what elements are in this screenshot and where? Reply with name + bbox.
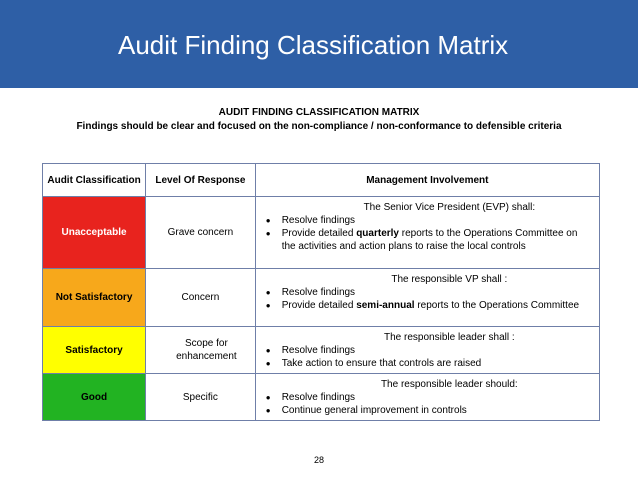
management-involvement-cell [255,197,599,269]
header-management-involvement: Management Involvement [255,164,599,197]
response-cell: Grave concern [146,197,256,269]
bullet-text: Resolve findings [281,287,356,298]
bullet-text: Provide detailed [281,228,357,239]
header-level-of-response: Level Of Response [146,164,256,197]
bullet-text: Continue general improvement in controls [281,405,467,416]
matrix-heading: AUDIT FINDING CLASSIFICATION MATRIX [218,107,420,118]
matrix-subheading: Findings should be clear and focused on the non-compliance / non-conformance to defensible criteria [76,121,562,132]
involvement-lead-text: The responsible leader shall : [384,332,515,343]
table-row [43,374,600,421]
bullet-item [266,344,593,357]
table-row [43,197,600,269]
bullet-item [266,391,593,404]
table-header-row [43,164,600,197]
bullet-item [266,286,593,299]
bullet-item [266,357,593,370]
classification-matrix-table [42,163,600,421]
management-involvement-cell [255,327,599,374]
involvement-bullet-list [266,214,593,253]
bullet-text: Resolve findings [281,215,356,226]
response-cell: Scope for enhancement [146,327,256,374]
classification-cell: Unacceptable [43,197,146,269]
bullet-emphasis: quarterly [356,228,399,239]
classification-cell: Satisfactory [43,327,146,374]
bullet-item [266,214,593,227]
bullet-item [266,227,593,253]
classification-cell: Good [43,374,146,421]
involvement-lead-text: The responsible leader should: [380,379,518,390]
bullet-item [266,299,593,312]
management-involvement-cell [255,374,599,421]
table-body [43,197,600,421]
bullet-text-continued: reports to the Operations Committee [414,300,580,311]
page-number: 28 [313,455,324,465]
involvement-bullet-list [266,286,593,312]
involvement-bullet-list [266,391,593,417]
involvement-bullet-list [266,344,593,370]
involvement-lead-text: The Senior Vice President (EVP) shall: [363,202,536,213]
involvement-lead-text: The responsible VP shall : [391,274,508,285]
slide-title: Audit Finding Classification Matrix [118,30,509,60]
table-row [43,327,600,374]
bullet-text-continued: reports to the Operations Committee on the activities and action plans to raise the local controls [281,228,578,252]
bullet-text: Resolve findings [281,392,356,403]
response-cell: Concern [146,269,256,327]
header-audit-classification: Audit Classification [43,164,146,197]
table-row [43,269,600,327]
bullet-text: Take action to ensure that controls are raised [281,358,482,369]
management-involvement-cell [255,269,599,327]
title-banner [0,0,638,88]
bullet-emphasis: semi-annual [356,300,415,311]
bullet-text: Provide detailed [281,300,357,311]
bullet-text: Resolve findings [281,345,356,356]
classification-cell: Not Satisfactory [43,269,146,327]
response-cell: Specific [146,374,256,421]
bullet-item [266,404,593,417]
